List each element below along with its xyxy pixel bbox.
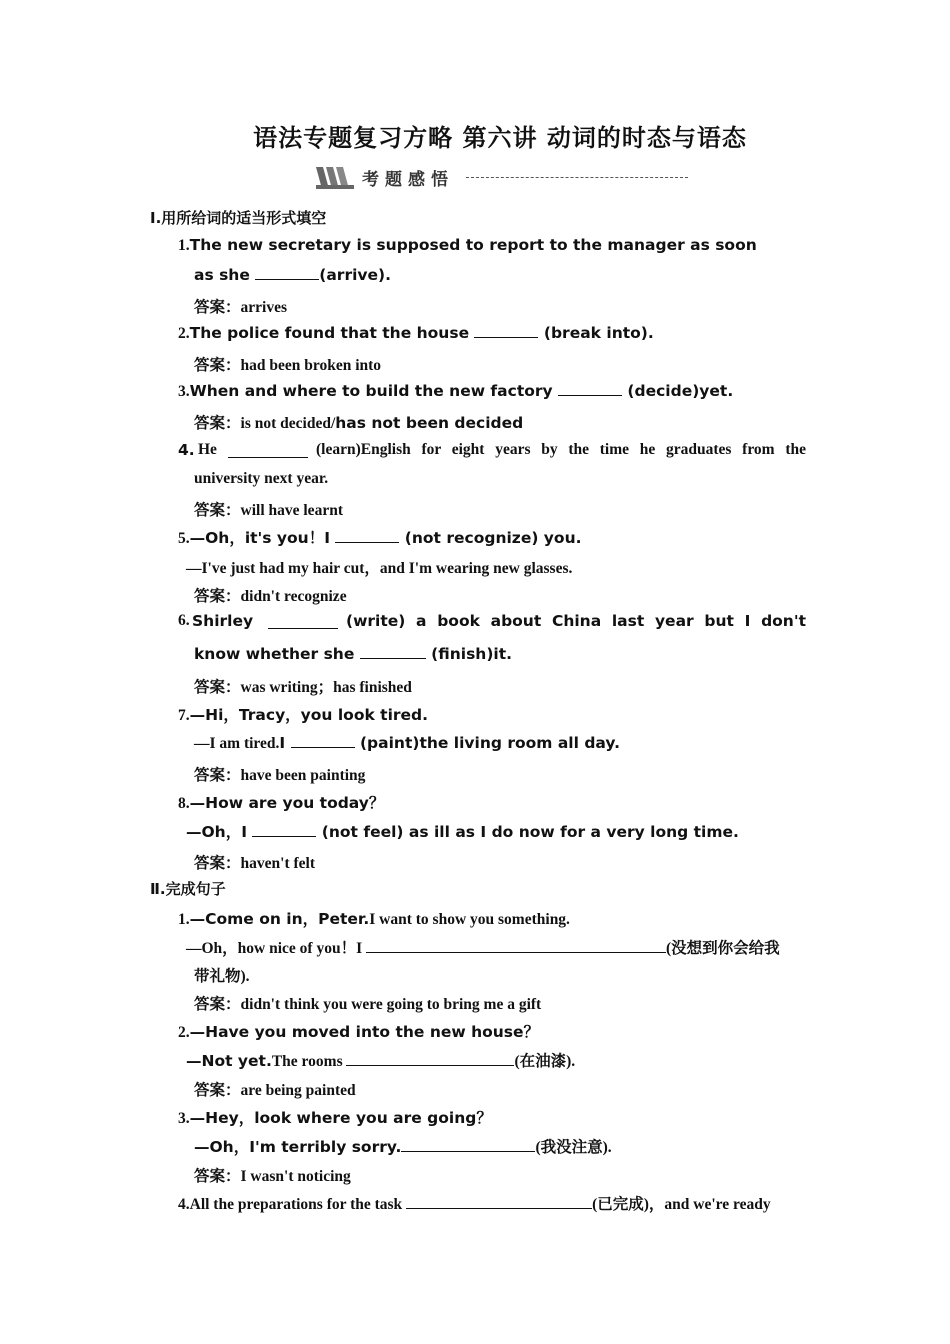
answer-blank xyxy=(346,1051,514,1066)
question-text: —Oh，how nice of you！I xyxy=(186,940,366,957)
question-number: 4. xyxy=(178,441,195,459)
sentence-1-line-2 xyxy=(186,936,780,958)
question-text: (break into). xyxy=(538,324,654,342)
sentence-1 xyxy=(178,907,570,929)
question-text: as she xyxy=(194,266,256,284)
question-text: The police found that the house xyxy=(189,324,475,342)
question-text: 带礼物). xyxy=(194,968,250,985)
question-number: 2. xyxy=(178,325,190,342)
question-number: 2. xyxy=(178,1024,190,1041)
question-6-line-2 xyxy=(194,644,512,664)
answer-4 xyxy=(194,498,343,520)
question-text: —Come on in，Peter. xyxy=(189,910,370,928)
answer-blank xyxy=(255,265,319,280)
answer-p2 xyxy=(194,1078,356,1100)
answer-label: 答案： xyxy=(194,767,241,784)
question-5-line-2 xyxy=(186,556,572,578)
question-text: (learn)English for eight years by the time he graduates from the xyxy=(316,441,806,458)
answer-blank xyxy=(335,528,399,543)
question-text: —I am tired. xyxy=(194,735,280,752)
sentence-2-line-2 xyxy=(186,1049,575,1071)
question-text: (没想到你会给我 xyxy=(666,940,780,957)
question-text: university next year. xyxy=(194,470,329,487)
question-text: (finish)it. xyxy=(425,645,513,663)
question-text: —Oh，I xyxy=(186,823,253,841)
answer-text: was writing；has finished xyxy=(240,679,412,696)
question-text: He xyxy=(198,441,217,458)
question-number: 4. xyxy=(178,1196,190,1213)
question-number: 6. xyxy=(178,612,190,629)
answer-blank xyxy=(360,644,426,659)
answer-text: didn't recognize xyxy=(240,588,347,605)
answer-5 xyxy=(194,584,347,606)
question-text: (paint)the living room all day. xyxy=(354,734,620,752)
banner-label: 考题感悟 xyxy=(362,170,454,190)
answer-label: 答案： xyxy=(194,299,241,316)
question-text: (我没注意). xyxy=(535,1139,612,1156)
question-text: (write) a book about China last year but I don't xyxy=(346,612,806,630)
answer-text: had been broken into xyxy=(240,357,382,374)
question-8 xyxy=(178,791,384,813)
answer-label: 答案： xyxy=(194,1082,241,1099)
question-number: 7. xyxy=(178,707,190,724)
question-text: —Oh，I'm terribly sorry. xyxy=(194,1138,402,1156)
question-7 xyxy=(178,703,428,725)
question-1 xyxy=(178,236,757,255)
question-text: The rooms xyxy=(271,1053,347,1070)
answer-text: I wasn't noticing xyxy=(240,1168,351,1185)
question-text: (arrive). xyxy=(319,266,391,284)
question-number: 8. xyxy=(178,795,190,812)
answer-text: haven't felt xyxy=(240,855,315,872)
answer-text: have been painting xyxy=(240,767,366,784)
question-7-line-2 xyxy=(194,733,620,753)
answer-blank xyxy=(252,822,316,837)
answer-7 xyxy=(194,763,365,785)
question-text: (not feel) as ill as I do now for a very long time. xyxy=(316,823,739,841)
answer-8 xyxy=(194,851,315,873)
answer-blank xyxy=(406,1194,592,1209)
answer-blank xyxy=(268,614,338,629)
answer-label: 答案： xyxy=(194,357,241,374)
question-text: (在油漆). xyxy=(514,1053,576,1070)
question-number: 1. xyxy=(178,911,190,928)
question-1-line-2 xyxy=(194,265,391,285)
question-text: —Not yet. xyxy=(186,1052,272,1070)
question-text: (已完成)，and we're ready xyxy=(592,1196,771,1213)
answer-text: will have learnt xyxy=(240,502,343,519)
question-8-line-2 xyxy=(186,820,739,842)
answer-p1 xyxy=(194,992,541,1014)
answer-2 xyxy=(194,353,381,375)
banner-stripes-icon xyxy=(316,167,354,189)
question-text: —Have you moved into the new house？ xyxy=(189,1023,540,1041)
answer-text: has not been decided xyxy=(335,414,524,432)
answer-blank xyxy=(401,1137,535,1152)
answer-label: 答案： xyxy=(194,855,241,872)
answer-blank xyxy=(291,733,355,748)
page-title: 语法专题复习方略 第六讲 动词的时态与语态 xyxy=(253,123,747,152)
answer-blank xyxy=(366,938,666,953)
sentence-3 xyxy=(178,1106,492,1128)
question-text: (not recognize) you. xyxy=(399,529,582,547)
question-2 xyxy=(178,323,654,343)
question-text: —Oh，it's you！I xyxy=(189,529,336,547)
question-text: —Hey，look where you are going？ xyxy=(189,1109,492,1127)
question-number: 3. xyxy=(178,383,190,400)
question-text: —I've just had my hair cut，and I'm wearing new glasses. xyxy=(186,560,573,577)
question-text: All the preparations for the task xyxy=(189,1196,407,1213)
answer-blank xyxy=(228,443,308,458)
answer-label: 答案： xyxy=(194,679,241,696)
answer-blank xyxy=(474,323,538,338)
section-heading-2: Ⅱ.完成句子 xyxy=(150,880,226,898)
answer-text: didn't think you were going to bring me a gift xyxy=(240,996,542,1013)
question-number: 1. xyxy=(178,237,190,254)
question-text: Shirley xyxy=(192,612,254,630)
answer-label: 答案： xyxy=(194,415,241,432)
answer-text: arrives xyxy=(240,299,287,316)
answer-label: 答案： xyxy=(194,588,241,605)
answer-text: are being painted xyxy=(240,1082,356,1099)
sentence-4 xyxy=(178,1192,771,1214)
sentence-3-line-2 xyxy=(194,1135,612,1157)
question-text: I xyxy=(279,734,291,752)
question-number: 5. xyxy=(178,530,190,547)
answer-1 xyxy=(194,295,287,317)
answer-label: 答案： xyxy=(194,1168,241,1185)
banner-divider xyxy=(466,177,688,178)
answer-text: is not decided/ xyxy=(240,415,336,432)
question-text: I want to show you something. xyxy=(369,911,570,928)
answer-3 xyxy=(194,411,523,433)
answer-p3 xyxy=(194,1164,351,1186)
question-text: When and where to build the new factory xyxy=(189,382,559,400)
question-number: 3. xyxy=(178,1110,190,1127)
answer-blank xyxy=(558,381,622,396)
question-5 xyxy=(178,526,582,548)
question-3 xyxy=(178,381,733,401)
question-text: —How are you today？ xyxy=(189,794,385,812)
section-heading-1: Ⅰ.用所给词的适当形式填空 xyxy=(150,209,327,227)
answer-label: 答案： xyxy=(194,502,241,519)
question-text: The new secretary is supposed to report to the manager as soon xyxy=(189,236,757,254)
question-text: know whether she xyxy=(194,645,360,663)
question-text: —Hi，Tracy，you look tired. xyxy=(189,706,429,724)
answer-label: 答案： xyxy=(194,996,241,1013)
question-4-line-2 xyxy=(194,470,328,488)
sentence-2 xyxy=(178,1020,539,1042)
sentence-1-line-3 xyxy=(194,964,250,986)
question-text: (decide)yet. xyxy=(622,382,734,400)
section-banner xyxy=(316,163,688,193)
answer-6 xyxy=(194,675,412,697)
